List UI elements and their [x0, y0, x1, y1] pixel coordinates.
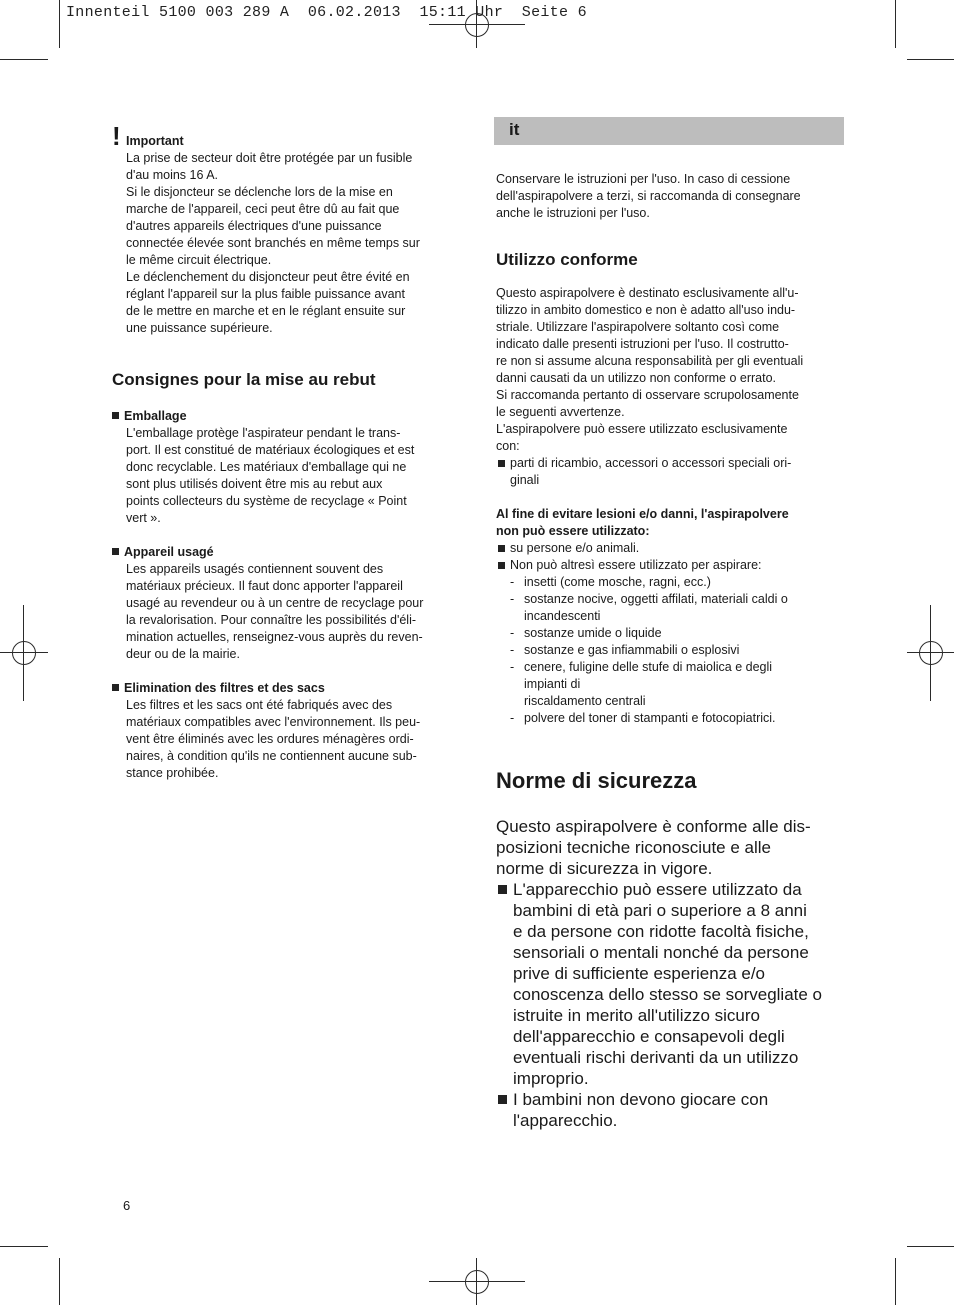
text-line: prive di sufficiente esperienza e/o: [513, 964, 766, 983]
text-line: vent être éliminés avec les ordures ménagères ordi-: [126, 732, 414, 746]
text-line: tilizzo in ambito domestico e non è adatto all'uso indu-: [496, 303, 796, 317]
crop-mark: [0, 1246, 48, 1247]
text-line: sostanze nocive, oggetti affilati, materiali caldi o: [524, 592, 788, 606]
used-appliance-section: [112, 544, 462, 663]
dash-list-item: [496, 710, 844, 727]
bullet-square-icon: [498, 460, 505, 467]
text-line: le même circuit électrique.: [126, 253, 272, 267]
text-line: Si raccomanda pertanto di osservare scrupolosamente: [496, 388, 799, 402]
dash-marker: -: [510, 711, 515, 725]
text-line: une puissance supérieure.: [126, 321, 273, 335]
text-line: Conservare le istruzioni per l'uso. In caso di cessione: [496, 172, 791, 186]
text-line: marche de l'appareil, ceci peut être dû au fait que: [126, 202, 400, 216]
crop-mark: [59, 1258, 60, 1305]
registration-mark: [919, 641, 943, 665]
text-line: re non si assume alcuna responsabilità per gli eventuali: [496, 354, 804, 368]
text-line: striale. Utilizzare l'aspirapolvere soltanto così come: [496, 320, 780, 334]
use-heading: Utilizzo conforme: [496, 250, 638, 269]
text-line: Questo aspirapolvere è conforme alle dis-: [496, 817, 811, 836]
bullet-square-icon: [498, 885, 507, 894]
text-line: L'emballage protège l'aspirateur pendant le trans-: [126, 426, 401, 440]
packaging-title: Emballage: [112, 408, 462, 425]
text-line: de le mettre en marche et en le réglant ensuite sur: [126, 304, 406, 318]
crop-mark: [895, 1258, 896, 1305]
crop-mark: [0, 59, 48, 60]
text-line: bambini di età pari o superiore a 8 anni: [513, 901, 807, 920]
text-line: mination actuelles, renseignez-vous auprès du reven-: [126, 630, 423, 644]
text-line: sont plus utilisés doivent être mis au rebut aux: [126, 477, 383, 491]
text-line: connectée élevée sont branchés en même temps sur: [126, 236, 420, 250]
avoid-section: [496, 506, 844, 727]
use-paragraph: [496, 285, 844, 489]
printer-slug: Innenteil 5100 003 289 A 06.02.2013 15:11 Uhr Seite 6: [66, 4, 587, 21]
dash-marker: -: [510, 643, 515, 657]
filters-section: [112, 680, 462, 782]
bullet-square-icon: [498, 1095, 507, 1104]
left-column: [112, 122, 462, 782]
text-line: polvere del toner di stampanti e fotocopiatrici.: [524, 711, 776, 725]
text-line: points collecteurs du système de recyclage « Point: [126, 494, 407, 508]
bullet-square-icon: [498, 562, 505, 569]
right-column: [496, 117, 844, 1131]
dash-list-item: [496, 625, 844, 642]
safety-section: [496, 816, 844, 1131]
registration-mark: [465, 1270, 489, 1294]
text-line: la revalorisation. Pour connaître les possibilités d'éli-: [126, 613, 417, 627]
dash-list-item: [496, 591, 844, 625]
text-line: e da persone con ridotte facoltà fisiche,: [513, 922, 809, 941]
list-item: [496, 1089, 844, 1131]
text-line: sostanze umide o liquide: [524, 626, 662, 640]
crop-mark: [895, 0, 896, 48]
avoid-title: non può essere utilizzato:: [496, 524, 650, 538]
text-line: vert ».: [126, 511, 161, 525]
text-line: Non può altresì essere utilizzato per aspirare:: [510, 558, 762, 572]
text-line: Les filtres et les sacs ont été fabriqués avec des: [126, 698, 393, 712]
text-line: l'apparecchio.: [513, 1111, 618, 1130]
text-line: Si le disjoncteur se déclenche lors de la mise en: [126, 185, 393, 199]
dash-list-item: [496, 642, 844, 659]
text-line: réglant l'appareil sur la plus faible puissance avant: [126, 287, 405, 301]
text-line: anche le istruzioni per l'uso.: [496, 206, 650, 220]
bullet-square-icon: [112, 684, 119, 691]
text-line: incandescenti: [524, 609, 601, 623]
text-line: L'apparecchio può essere utilizzato da: [513, 880, 802, 899]
filters-title: Elimination des filtres et des sacs: [112, 680, 462, 697]
dash-list-item: [496, 574, 844, 591]
text-line: insetti (come mosche, ragni, ecc.): [524, 575, 711, 589]
dash-marker: -: [510, 626, 515, 640]
text-line: deur ou de la mairie.: [126, 647, 240, 661]
text-line: sensoriali o mentali nonché da persone: [513, 943, 809, 962]
text-line: sostanze e gas infiammabili o esplosivi: [524, 643, 740, 657]
text-line: ginali: [510, 473, 540, 487]
text-line: La prise de secteur doit être protégée par un fusible: [126, 151, 413, 165]
text-line: istruite in merito all'utilizzo sicuro: [513, 1006, 760, 1025]
bullet-square-icon: [112, 412, 119, 419]
text-line: d'autres appareils électriques d'une puissance: [126, 219, 382, 233]
dash-marker: -: [510, 660, 515, 674]
text-line: I bambini non devono giocare con: [513, 1090, 769, 1109]
intro-paragraph: [496, 171, 844, 222]
text-line: Le déclenchement du disjoncteur peut être évité en: [126, 270, 410, 284]
text-line: stance prohibée.: [126, 766, 219, 780]
important-icon: !: [112, 121, 121, 151]
list-item: [496, 879, 844, 1089]
text-line: L'aspirapolvere può essere utilizzato esclusivamente: [496, 422, 788, 436]
language-tab: it: [494, 117, 844, 145]
text-line: conoscenza dello stesso se sorvegliate o: [513, 985, 823, 1004]
text-line: matériaux compatibles avec l'environnement. Ils peu-: [126, 715, 421, 729]
dash-marker: -: [510, 575, 515, 589]
text-line: matériaux précieux. Il faut donc apporter l'appareil: [126, 579, 403, 593]
used-appliance-title: Appareil usagé: [112, 544, 462, 561]
text-line: Les appareils usagés contiennent souvent des: [126, 562, 384, 576]
crop-mark: [907, 1246, 954, 1247]
text-line: riscaldamento centrali: [524, 694, 646, 708]
bullet-square-icon: [498, 545, 505, 552]
disposal-heading: Consignes pour la mise au rebut: [112, 370, 376, 389]
text-line: impianti di: [524, 677, 581, 691]
registration-mark: [12, 641, 36, 665]
text-line: norme di sicurezza in vigore.: [496, 859, 713, 878]
avoid-title: Al fine di evitare lesioni e/o danni, l'aspirapolvere: [496, 507, 789, 521]
list-item: [496, 557, 844, 574]
list-item: [496, 455, 844, 489]
text-line: danni causati da un utilizzo non conforme o errato.: [496, 371, 777, 385]
text-line: usagé au revendeur ou à un centre de recyclage pour: [126, 596, 424, 610]
text-line: cenere, fuligine delle stufe di maiolica e degli: [524, 660, 773, 674]
text-line: su persone e/o animali.: [510, 541, 640, 555]
bullet-square-icon: [112, 548, 119, 555]
important-title: Important: [126, 134, 184, 148]
text-line: port. Il est constitué de matériaux écologiques et est: [126, 443, 415, 457]
text-line: indicato dalle presenti istruzioni per l'uso. Il costrutto-: [496, 337, 789, 351]
dash-list-item: [496, 659, 844, 710]
packaging-section: [112, 408, 462, 527]
text-line: improprio.: [513, 1069, 589, 1088]
page-number: 6: [123, 1198, 131, 1213]
text-line: le seguenti avvertenze.: [496, 405, 625, 419]
text-line: dell'aspirapolvere a terzi, si raccomanda di consegnare: [496, 189, 801, 203]
text-line: d'au moins 16 A.: [126, 168, 219, 182]
important-note: [112, 122, 462, 337]
text-line: dell'apparecchio e consapevoli degli: [513, 1027, 785, 1046]
crop-mark: [59, 0, 60, 48]
list-item: [496, 540, 844, 557]
text-line: eventuali rischi derivanti da un utilizzo: [513, 1048, 799, 1067]
text-line: Questo aspirapolvere è destinato esclusivamente all'u-: [496, 286, 799, 300]
dash-marker: -: [510, 592, 515, 606]
crop-mark: [907, 59, 954, 60]
text-line: naires, à condition qu'ils ne contiennent aucune sub-: [126, 749, 417, 763]
text-line: posizioni tecniche riconosciute e alle: [496, 838, 771, 857]
text-line: donc recyclable. Les matériaux d'emballage qui ne: [126, 460, 407, 474]
text-line: parti di ricambio, accessori o accessori speciali ori-: [510, 456, 792, 470]
safety-heading: Norme di sicurezza: [496, 768, 697, 793]
text-line: con:: [496, 439, 520, 453]
